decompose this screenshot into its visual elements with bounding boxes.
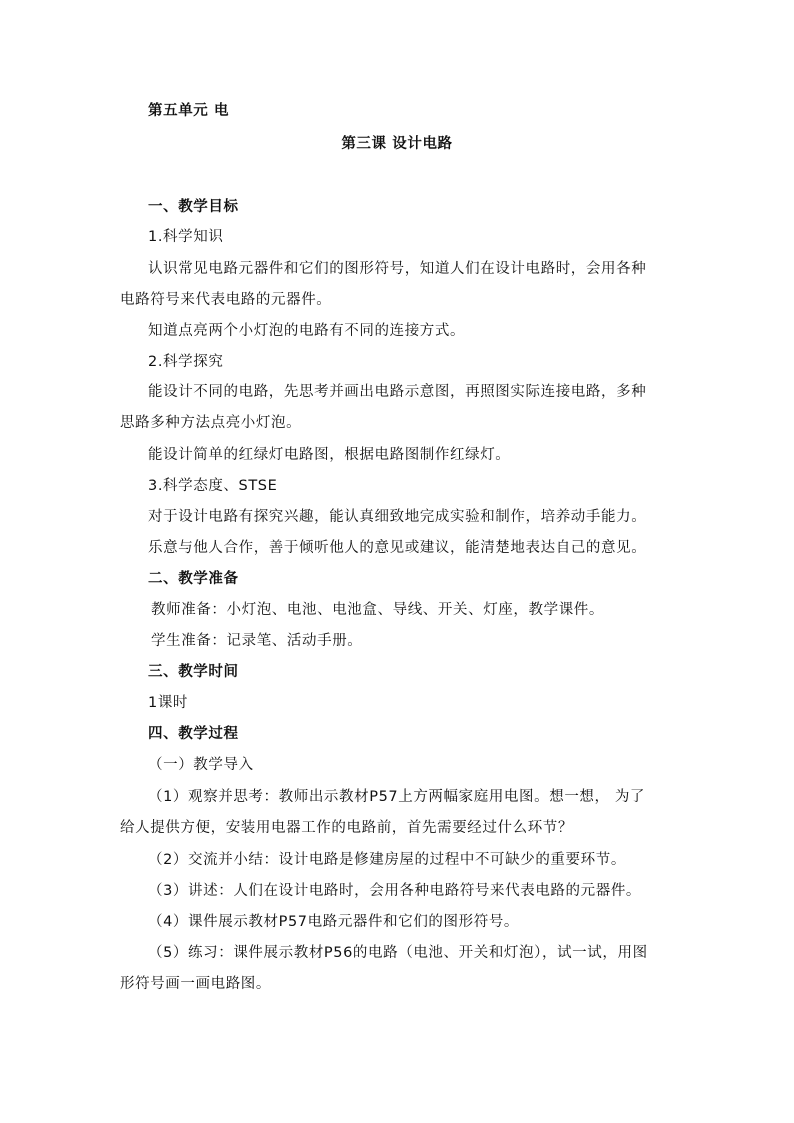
subheading-intro: （一）教学导入 — [148, 757, 254, 773]
paragraph-line: （2）交流并小结：设计电路是修建房屋的过程中不可缺少的重要环节。 — [148, 852, 626, 868]
paragraph-line: 给人提供方便，安装用电器工作的电路前，首先需要经过什么环节？ — [120, 820, 573, 836]
paragraph-line: 思路多种方法点亮小灯泡。 — [120, 415, 302, 431]
lesson-title: 第三课 设计电路 — [341, 136, 453, 152]
paragraph-line: 对于设计电路有探究兴趣，能认真细致地完成实验和制作，培养动手能力。 — [148, 509, 647, 525]
section-heading-preparation: 二、教学准备 — [148, 571, 239, 587]
paragraph-line: 教师准备：小灯泡、电池、电池盒、导线、开关、灯座，教学课件。 — [151, 602, 604, 618]
section-heading-objectives: 一、教学目标 — [148, 199, 239, 215]
paragraph-line: 知道点亮两个小灯泡的电路有不同的连接方式。 — [148, 323, 466, 339]
paragraph-line: 电路符号来代表电路的元器件。 — [120, 292, 332, 308]
paragraph-line: （1）观察并思考：教师出示教材P57上方两幅家庭用电图。想一想， 为了 — [148, 789, 646, 805]
subheading-science-attitude: 3.科学态度、STSE — [148, 478, 278, 494]
paragraph-line: 认识常见电路元器件和它们的图形符号，知道人们在设计电路时，会用各种 — [148, 261, 647, 277]
paragraph-line: 学生准备：记录笔、活动手册。 — [151, 633, 363, 649]
paragraph-line: （4）课件展示教材P57电路元器件和它们的图形符号。 — [148, 914, 520, 930]
paragraph-line: 1课时 — [148, 695, 189, 711]
section-heading-process: 四、教学过程 — [148, 726, 239, 742]
paragraph-line: （5）练习：课件展示教材P56的电路（电池、开关和灯泡），试一试，用图 — [148, 945, 648, 961]
subheading-science-inquiry: 2.科学探究 — [148, 354, 224, 370]
subheading-science-knowledge: 1.科学知识 — [148, 229, 224, 245]
paragraph-line: 能设计简单的红绿灯电路图，根据电路图制作红绿灯。 — [148, 447, 511, 463]
paragraph-line: 能设计不同的电路，先思考并画出电路示意图，再照图实际连接电路，多种 — [148, 384, 647, 400]
unit-title: 第五单元 电 — [148, 103, 230, 119]
paragraph-line: 乐意与他人合作，善于倾听他人的意见或建议，能清楚地表达自己的意见。 — [148, 540, 647, 556]
paragraph-line: 形符号画一画电路图。 — [120, 976, 271, 992]
section-heading-time: 三、教学时间 — [148, 664, 239, 680]
paragraph-line: （3）讲述：人们在设计电路时，会用各种电路符号来代表电路的元器件。 — [148, 883, 642, 899]
